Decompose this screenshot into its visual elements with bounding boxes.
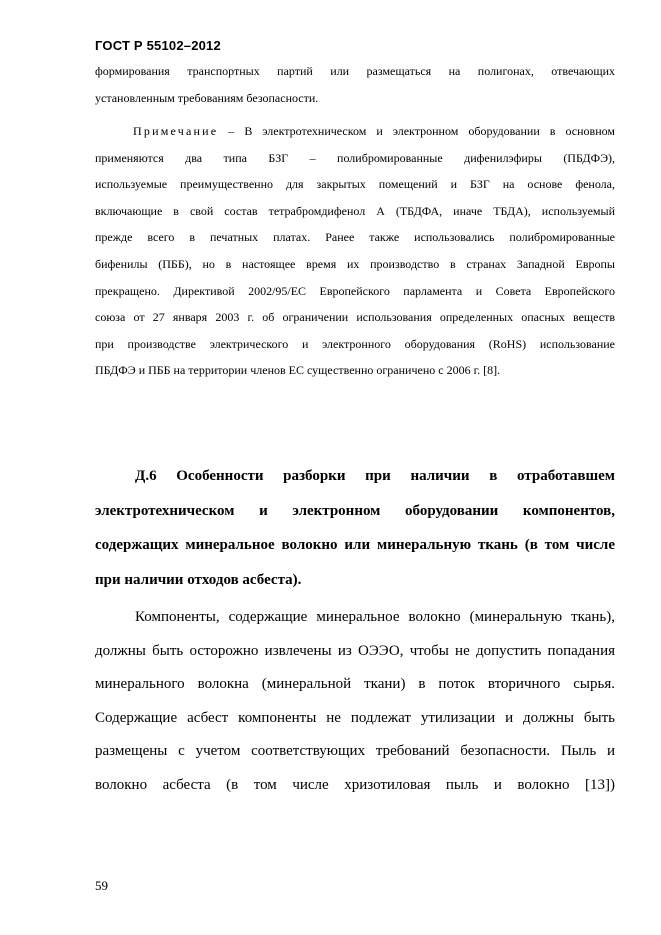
document-header <box>95 38 221 53</box>
page-number: 59 <box>95 878 108 893</box>
note-paragraph <box>95 118 615 384</box>
text-line: формирования транспортных партий или размещаться на полигонах, отвечающих <box>95 64 615 78</box>
text-line: – В электротехническом и электронном оборудовании в основном <box>218 124 615 138</box>
text-line: минерального волокна (минеральной ткани) в поток вторичного сырья. <box>95 676 615 693</box>
heading-line: электротехническом и электронном оборудовании компонентов, <box>95 502 615 519</box>
text-line: ПБДФЭ и ПББ на территории членов ЕС существенно ограничено с 2006 г. [8]. <box>95 363 501 378</box>
intro-paragraph <box>95 58 615 111</box>
note-first-line <box>95 118 615 145</box>
text-line: прежде всего в печатных платах. Ранее также использовались полибромированные <box>95 230 615 245</box>
text-line: установленным требованиям безопасности. <box>95 90 319 105</box>
section-body <box>95 601 615 803</box>
text-line: прекращено. Директивой 2002/95/ЕС Европейского парламента и Совета Европейского <box>95 283 615 298</box>
text-line: союза от 27 января 2003 г. об ограничении использования определенных опасных веществ <box>95 310 615 325</box>
heading-line: Д.6 Особенности разборки при наличии в отработавшем <box>135 468 615 484</box>
text-line: размещены с учетом соответствующих требований безопасности. Пыль и <box>95 743 615 760</box>
text-line: включающие в свой состав тетрабромдифенол А (ТБДФА, иначе ТБДА), используемый <box>95 203 615 218</box>
note-label: Примечание <box>133 124 219 138</box>
text-line: волокно асбеста (в том числе хризотиловая пыль и волокно [13]) <box>95 776 615 793</box>
section-heading <box>95 459 615 597</box>
text-line: Компоненты, содержащие минеральное волокно (минеральную ткань), <box>135 609 615 625</box>
text-line: бифенилы (ПББ), но в настоящее время их производство в странах Западной Европы <box>95 256 615 271</box>
text-line: Содержащие асбест компоненты не подлежат утилизации и должны быть <box>95 709 615 726</box>
heading-line: при наличии отходов асбеста). <box>95 571 302 588</box>
text-line: должны быть осторожно извлечены из ОЭЭО, чтобы не допустить попадания <box>95 642 615 659</box>
text-line: используемые преимущественно для закрытых помещений и БЗГ на основе фенола, <box>95 177 615 192</box>
standard-title: ГОСТ Р 55102–2012 <box>95 38 221 53</box>
heading-line: содержащих минеральное волокно или минеральную ткань (в том числе <box>95 537 615 553</box>
text-line: применяются два типа БЗГ – полибромированные дифенилэфиры (ПБДФЭ), <box>95 150 615 165</box>
text-line: при производстве электрического и электронного оборудования (RoHS) использование <box>95 336 615 351</box>
